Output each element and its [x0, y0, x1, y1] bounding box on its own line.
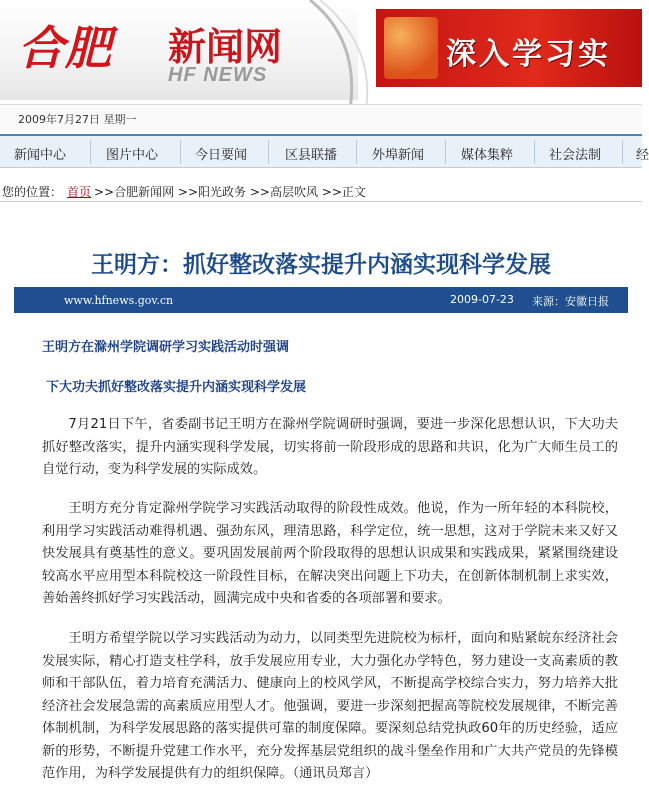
date-bar	[0, 104, 642, 130]
campaign-banner[interactable]	[376, 9, 642, 87]
nav-item-media-digest[interactable]: 媒体集粹	[461, 148, 514, 163]
breadcrumb	[0, 178, 642, 202]
nav-divider	[534, 140, 535, 164]
article-paragraph-3: 王明方希望学院以学习实践活动为动力，以同类型先进院校为标杆，面向和贴紧皖东经济社会发展实际，精心打造支柱学科，放手发展应用专业，大力强化办学特色，努力建设一支高素质的教师和干部队伍，着力培育充满活力、健康向上的校风学风，不断提高学校综合实力，努力培养大批经济社会发展急需的高素质应用型人才。他强调，要进一步深刻把握高等院校发展规律，不断完善体制机制，为科学发展思路的落实提供可靠的制度保障。要深刻总结党执政60年的历史经验，适应新的形势，不断提升党建工作水平，充分发挥基层党组织的战斗堡垒作用和广大共产党员的先锋模范作用，为科学发展提供有力的组织保障。（通讯员郑言）	[42, 631, 618, 781]
article-paragraph-1: 7月21日下午，省委副书记王明方在滁州学院调研时强调，要进一步深化思想认识，下大功夫抓好整改落实，提升内涵实现科学发展，切实将前一阶段形成的思路和共识，化为广大师生员工的自觉行动，变为科学发展的实际成效。	[42, 417, 618, 477]
article-subtitle-1: 王明方在滁州学院调研学习实践活动时强调	[42, 340, 290, 355]
nav-item-external-news[interactable]: 外埠新闻	[372, 148, 425, 163]
logo-news-net: 新闻网	[168, 24, 283, 69]
article-subtitle-2: 下大功夫抓好整改落实提升内涵实现科学发展	[46, 380, 307, 395]
nav-item-economy[interactable]: 经	[636, 148, 649, 163]
site-header	[0, 0, 642, 126]
nav-divider	[90, 140, 91, 164]
nav-divider	[445, 140, 446, 164]
nav-divider	[268, 140, 269, 164]
nav-item-today-news[interactable]: 今日要闻	[195, 148, 248, 163]
logo-hf-news: HF NEWS	[168, 64, 268, 86]
logo-hefei: 合肥	[18, 21, 112, 75]
article-paragraph-2: 王明方充分肯定滁州学院学习实践活动取得的阶段性成效。他说，作为一所年轻的本科院校，利用学习实践活动难得机遇、强劲东风，理清思路，科学定位，统一思想，这对于学院未来又好又快发展具有奠基性的意义。要巩固发展前两个阶段取得的思想认识成果和实践成果，紧紧围绕建设较高水平应用型本科院校这一阶段性目标，在解决突出问题上下功夫，在创新体制机制上求实效，善始善终抓好学习实践活动，圆满完成中央和省委的各项部署和要求。	[42, 501, 618, 606]
nav-item-society-law[interactable]: 社会法制	[549, 148, 602, 163]
publish-date: 2009-07-23	[450, 293, 514, 306]
current-date: 2009年7月27日 星期一	[18, 113, 137, 126]
article-source: 来源：安徽日报	[532, 295, 609, 308]
nav-divider	[180, 140, 181, 164]
flag-icon	[384, 17, 438, 79]
nav-item-photo-center[interactable]: 图片中心	[106, 148, 159, 163]
article-meta-bar	[14, 287, 628, 313]
breadcrumb-path[interactable]: >>合肥新闻网 >>阳光政务 >>高层吹风 >>正文	[94, 185, 366, 199]
breadcrumb-home-link[interactable]: 首页	[67, 185, 92, 199]
nav-item-county-news[interactable]: 区县联播	[285, 148, 338, 163]
nav-item-news-center[interactable]: 新闻中心	[14, 148, 67, 163]
breadcrumb-label: 您的位置：	[2, 185, 63, 199]
main-nav	[0, 134, 649, 168]
article-title: 王明方：抓好整改落实提升内涵实现科学发展	[91, 251, 551, 278]
nav-divider	[622, 140, 623, 164]
nav-divider	[356, 140, 357, 164]
banner-text: 深入学习实	[446, 37, 611, 72]
site-url: www.hfnews.gov.cn	[64, 294, 174, 307]
